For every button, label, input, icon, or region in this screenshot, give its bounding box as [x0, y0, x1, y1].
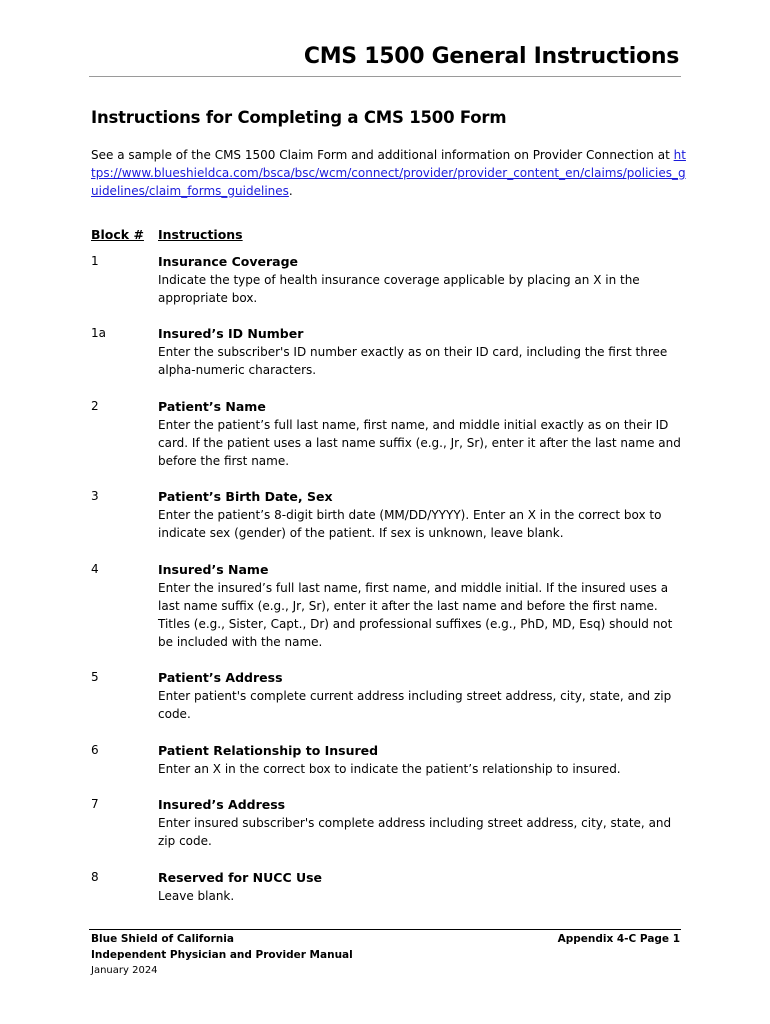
row-text: Enter the insured’s full last name, first name, and middle initial. If the insured uses a last name suffix (e.g., Jr, Sr), enter it after the last name and before the first name. Titles (e.g., Sister, Capt., Dr) and professional suffixes (e.g., PhD, MD, Esq) should not be included with the name.	[158, 581, 673, 649]
intro-text: See a sample of the CMS 1500 Claim Form and additional information on Provider Connection at	[91, 148, 670, 162]
row-text: Leave blank.	[158, 889, 235, 903]
row-title: Insured’s Name	[158, 562, 269, 577]
row-text: Enter the patient’s 8-digit birth date (MM/DD/YYYY). Enter an X in the correct box to indicate sex (gender) of the patient. If sex is unknown, leave blank.	[158, 508, 662, 540]
row-title: Insurance Coverage	[158, 254, 299, 269]
row-title: Insured’s Address	[158, 797, 286, 812]
table-row-block-number: 5	[91, 670, 99, 684]
table-row-block-number: 7	[91, 797, 99, 811]
row-text: Enter the patient’s full last name, first name, and middle initial exactly as on their ID card. If the patient uses a last name suffix (e.g., Jr, Sr), enter it after the last name and before the first name.	[158, 418, 681, 468]
table-row-block-number: 2	[91, 399, 99, 413]
table-row	[158, 869, 682, 905]
table-row	[158, 488, 682, 542]
row-text: Enter insured subscriber's complete address including street address, city, state, and zip code.	[158, 816, 672, 848]
table-row-block-number: 6	[91, 743, 99, 757]
table-row	[158, 398, 682, 470]
row-title: Patient’s Address	[158, 670, 283, 685]
row-title: Reserved for NUCC Use	[158, 870, 323, 885]
footer-divider	[89, 929, 681, 930]
footer-page-label: Appendix 4-C Page 1	[557, 933, 680, 945]
page-header-title: CMS 1500 General Instructions	[303, 44, 679, 69]
table-row	[158, 253, 682, 307]
row-title: Patient’s Name	[158, 399, 266, 414]
row-text: Indicate the type of health insurance coverage applicable by placing an X in the appropriate box.	[158, 273, 640, 305]
table-row-block-number: 3	[91, 489, 99, 503]
intro-period: .	[288, 184, 293, 198]
row-text: Enter patient's complete current address including street address, city, state, and zip code.	[158, 689, 672, 721]
row-title: Patient’s Birth Date, Sex	[158, 489, 333, 504]
footer-left	[91, 932, 353, 979]
provider-connection-link[interactable]: https://www.blueshieldca.com/bsca/bsc/wcm/connect/provider/provider_content_en/claims/policies_guidelines/claim_forms_guidelines	[91, 148, 686, 198]
section-title: Instructions for Completing a CMS 1500 Form	[91, 108, 507, 127]
footer-org: Blue Shield of California	[91, 933, 234, 945]
table-row	[158, 325, 682, 379]
table-row-block-number: 1	[91, 254, 99, 268]
row-title: Insured’s ID Number	[158, 326, 304, 341]
column-header-block: Block #	[91, 227, 144, 242]
row-text: Enter an X in the correct box to indicate the patient’s relationship to insured.	[158, 762, 621, 776]
intro-paragraph	[91, 146, 687, 200]
table-row-block-number: 1a	[91, 326, 106, 340]
footer-manual: Independent Physician and Provider Manual	[91, 948, 353, 961]
footer-date: January 2024	[91, 965, 158, 976]
table-row-block-number: 8	[91, 870, 99, 884]
header-divider	[89, 76, 681, 77]
table-row-block-number: 4	[91, 562, 99, 576]
table-row	[158, 796, 682, 850]
row-title: Patient Relationship to Insured	[158, 743, 379, 758]
table-row	[158, 561, 682, 651]
table-row	[158, 742, 682, 778]
row-text: Enter the subscriber's ID number exactly as on their ID card, including the first three alpha-numeric characters.	[158, 345, 668, 377]
table-row	[158, 669, 682, 723]
column-header-instructions: Instructions	[158, 227, 243, 242]
